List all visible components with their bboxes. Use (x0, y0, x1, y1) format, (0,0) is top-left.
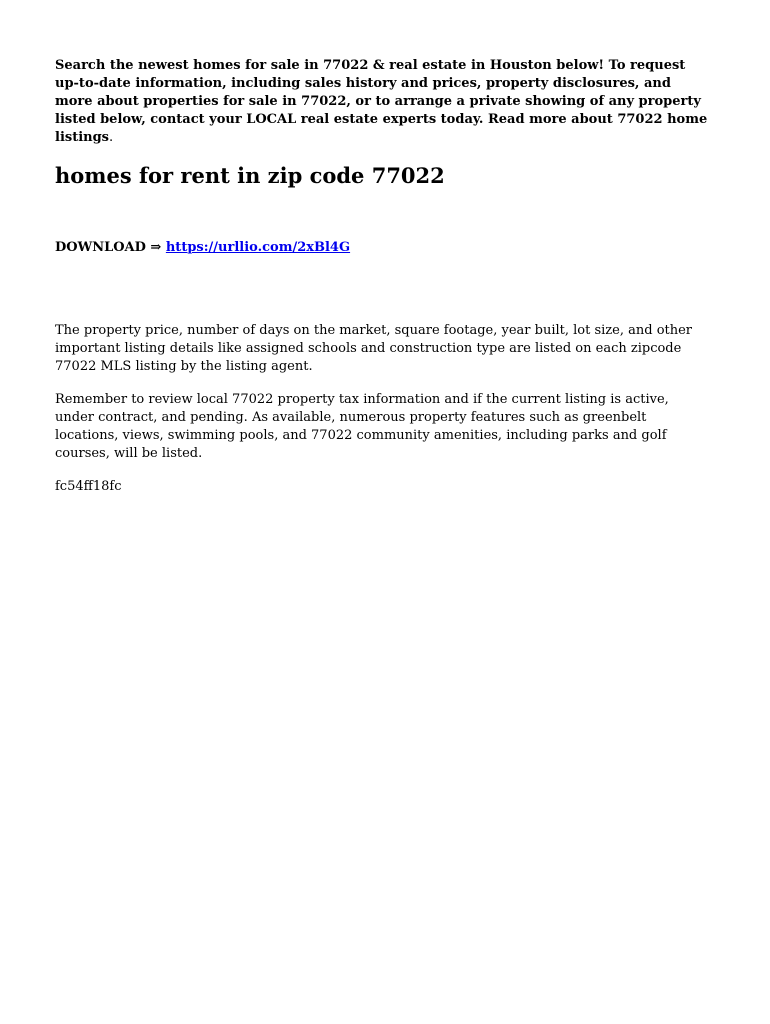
intro-text: Search the newest homes for sale in 77022 & real estate in Houston below! To request up-to-date information, including sales history and prices, property disclosures, and more about properties for sale in 77022, or to arrange a private showing of any property listed below, contact your LOCAL real estate experts today. Read more about 77022 home listings (55, 58, 708, 145)
page-title: homes for rent in zip code 77022 (55, 163, 445, 188)
reference-code: fc54ff18fc (55, 479, 122, 494)
download-link[interactable]: https://urllio.com/2xBl4G (165, 240, 351, 255)
property-tax-paragraph: Remember to review local 77022 property tax information and if the current listing is active, under contract, and pending. As available, numerous property features such as greenbelt locations, views, swimming pools, and 77022 community amenities, including parks and golf courses, will be listed. (55, 392, 669, 461)
intro-period: . (109, 130, 114, 145)
download-line (55, 239, 710, 257)
intro-paragraph (55, 57, 710, 147)
download-label: DOWNLOAD ⇒ (55, 240, 166, 255)
listing-details-paragraph: The property price, number of days on the market, square footage, year built, lot size, and other important listing details like assigned schools and construction type are listed on each zipcode 77022 MLS listing by the listing agent. (55, 323, 693, 374)
